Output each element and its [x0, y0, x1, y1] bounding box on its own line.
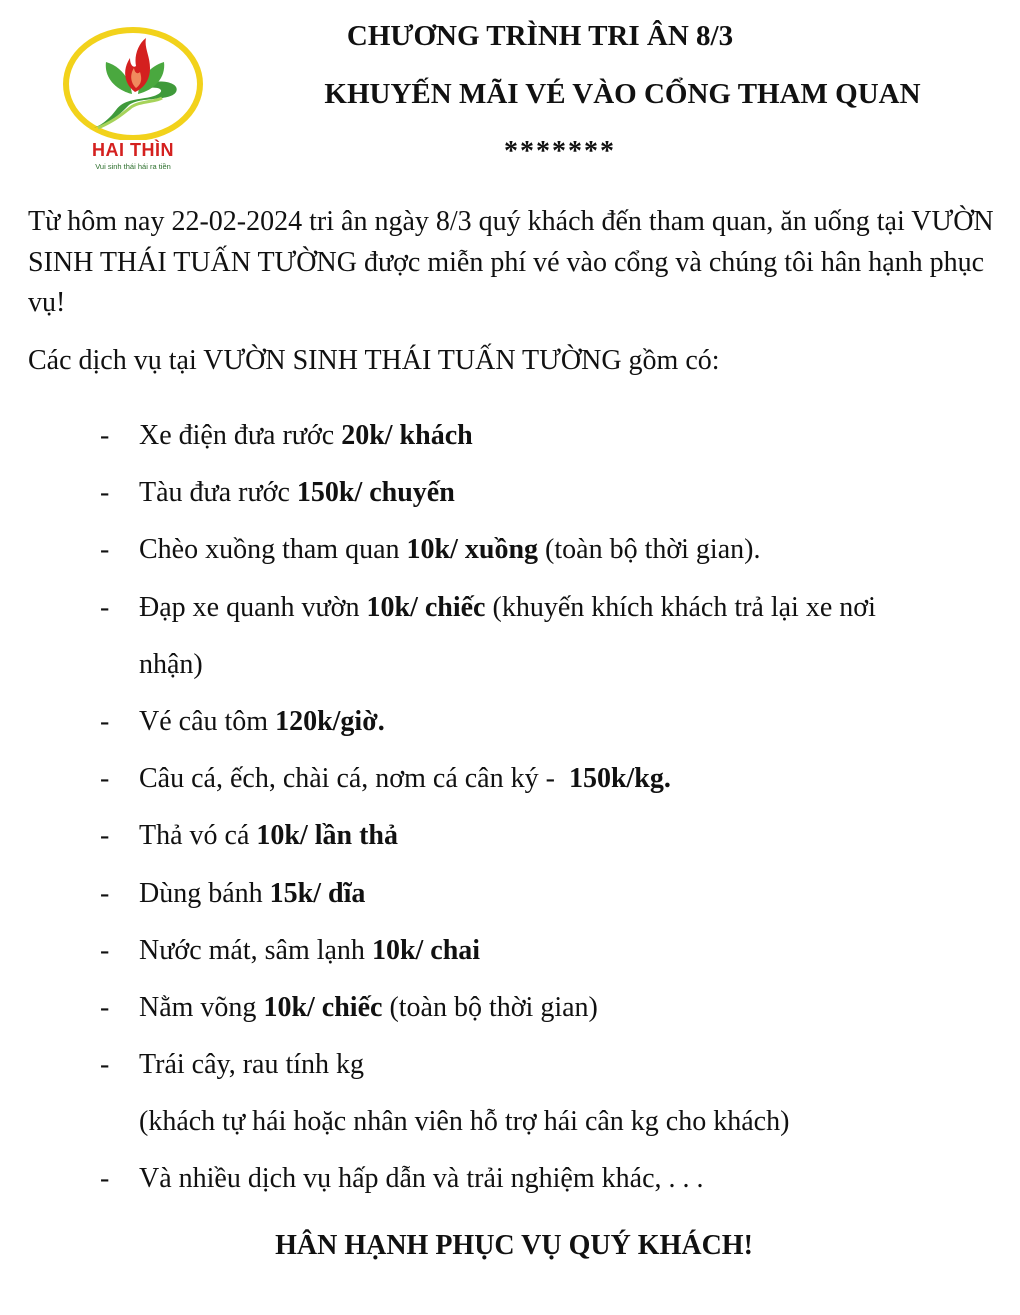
service-price: 10k/ chiếc: [263, 991, 383, 1023]
service-price: 10k/ chiếc: [366, 591, 486, 623]
bullet-dash: -: [100, 820, 110, 852]
closing-message: HÂN HẠNH PHỤC VỤ QUÝ KHÁCH!: [275, 1230, 753, 1261]
service-text: Chèo xuồng tham quan: [139, 534, 407, 566]
service-text: Vé câu tôm: [139, 705, 276, 737]
list-item: [0, 698, 1020, 755]
service-text: Câu cá, ếch, chài cá, nơm cá cân ký -: [139, 763, 569, 795]
list-item: [0, 984, 1020, 1041]
list-item: [0, 812, 1020, 869]
service-price: 10k/ xuồng: [406, 534, 539, 566]
list-item: [0, 1041, 1020, 1155]
services-list: [0, 412, 1020, 1213]
logo: [58, 22, 218, 172]
service-text: Thả vó cá: [139, 820, 257, 852]
bullet-dash: -: [100, 991, 110, 1023]
service-price: 20k/ khách: [341, 420, 473, 451]
service-price: 10k/ lần thả: [256, 820, 398, 852]
title-line-1: CHƯƠNG TRÌNH TRI ÂN 8/3: [346, 20, 734, 52]
service-price: 150k/ chuyến: [296, 477, 455, 509]
logo-name: HAI THÌN: [92, 140, 174, 160]
service-price: 10k/ chai: [371, 934, 481, 966]
bullet-dash: -: [100, 705, 110, 737]
intro-paragraph: Từ hôm nay 22-02-2024 tri ân ngày 8/3 quý khách đến tham quan, ăn uống tại VƯỜN SINH THÁI TUẤN TƯỜNG được miễn phí vé vào cổng và chúng tôi hân hạnh phục vụ!: [28, 206, 994, 318]
service-text: Dùng bánh: [139, 877, 270, 909]
list-item: [0, 469, 1020, 526]
service-note: (khuyến khích khách trả lại xe nơi: [485, 591, 876, 623]
service-text: Và nhiều dịch vụ hấp dẫn và trải nghiệm khác, . . .: [139, 1163, 704, 1195]
bullet-dash: -: [100, 477, 110, 509]
bullet-dash: -: [100, 934, 110, 966]
service-price: 15k/ dĩa: [269, 877, 366, 909]
list-item: [0, 927, 1020, 984]
title-line-2: KHUYẾN MÃI VÉ VÀO CỔNG THAM QUAN: [324, 78, 921, 110]
service-text: Xe điện đưa rước: [139, 420, 342, 451]
list-item: [0, 870, 1020, 927]
service-note: (toàn bộ thời gian).: [538, 534, 761, 566]
list-item: [0, 1155, 1020, 1212]
service-note: (toàn bộ thời gian): [382, 991, 598, 1023]
bullet-dash: -: [100, 591, 110, 623]
bullet-dash: -: [100, 763, 110, 795]
list-item: [0, 412, 1020, 469]
bullet-dash: -: [100, 1163, 110, 1195]
logo-tagline: Vui sinh thái hái ra tiền: [95, 162, 171, 171]
bullet-dash: -: [100, 1049, 110, 1081]
bullet-dash: -: [100, 877, 110, 909]
service-text: Nằm võng: [139, 991, 264, 1023]
list-item: [0, 584, 1020, 698]
list-item: [0, 755, 1020, 812]
service-text: Đạp xe quanh vườn: [139, 591, 367, 623]
bullet-dash: -: [100, 534, 110, 566]
logo-emblem-icon: [58, 22, 208, 140]
separator-stars: *******: [504, 136, 616, 167]
service-text: Tàu đưa rước: [139, 477, 297, 509]
service-price: 150k/kg.: [568, 763, 671, 795]
service-continuation: (khách tự hái hoặc nhân viên hỗ trợ hái cân kg cho khách): [139, 1106, 790, 1138]
services-heading: Các dịch vụ tại VƯỜN SINH THÁI TUẤN TƯỜNG gồm có:: [28, 345, 720, 376]
list-item: [0, 526, 1020, 583]
service-price: 120k/giờ.: [275, 705, 385, 737]
bullet-dash: -: [100, 420, 110, 451]
service-continuation: nhận): [139, 648, 203, 680]
service-text: Nước mát, sâm lạnh: [139, 934, 372, 966]
service-text: Trái cây, rau tính kg: [139, 1049, 364, 1081]
